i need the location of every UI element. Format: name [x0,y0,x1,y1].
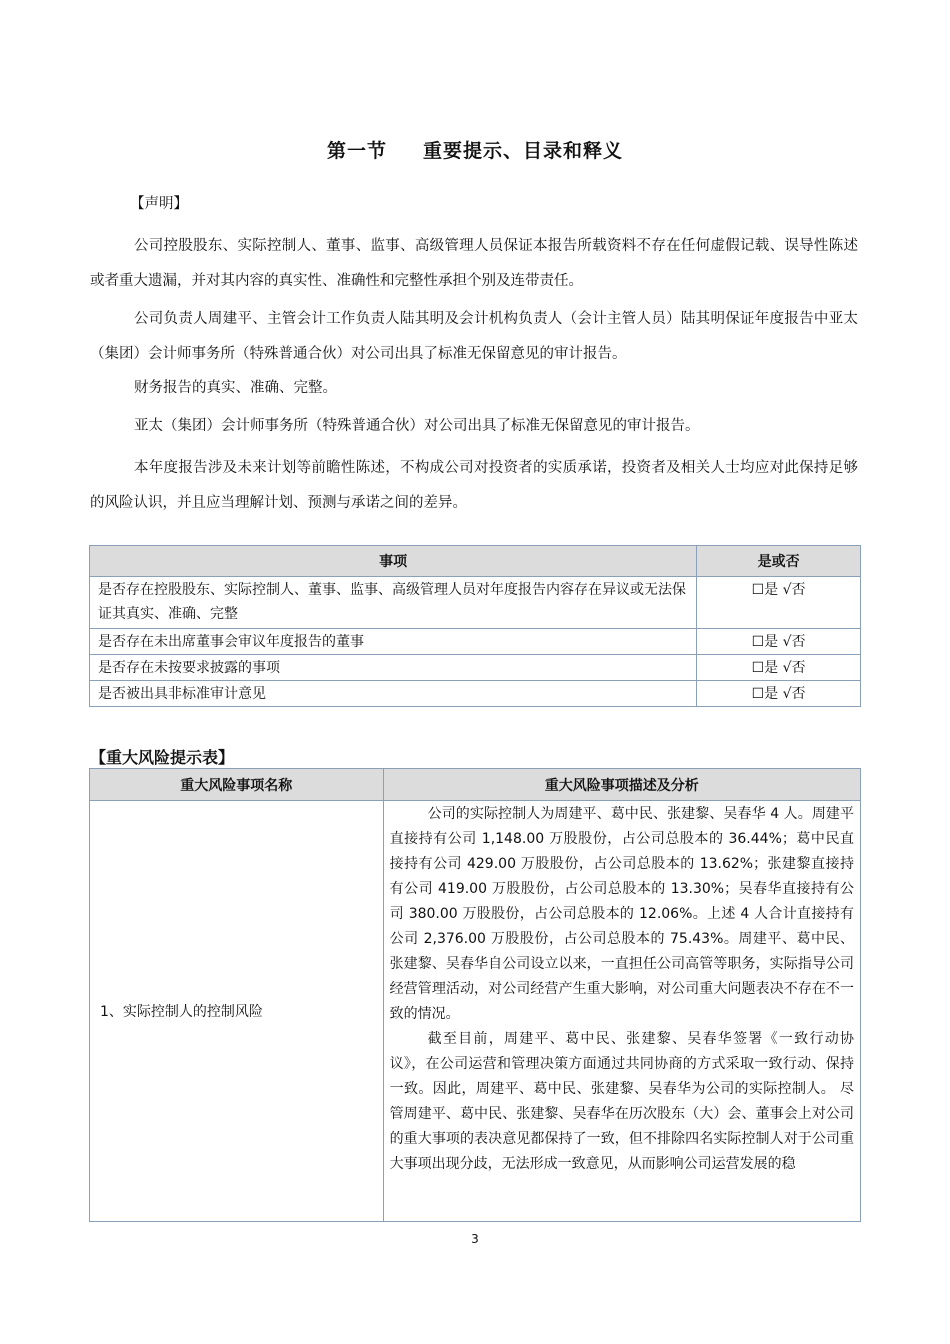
row-item: 是否存在控股股东、实际控制人、董事、监事、高级管理人员对年度报告内容存在异议或无法保证其真实、准确、完整 [90,577,697,629]
statement-paragraph [90,302,858,372]
page-number: 3 [471,1232,479,1246]
section-heading: 重要提示、目录和释义 [423,140,624,162]
row-answer: ☐是 √否 [697,629,861,655]
risk-desc-paragraph-2: 截至目前，周建平、葛中民、张建黎、吴春华签署《一致行动协议》，在公司运营和管理决策方面通过共同协商的方式采取一致行动、保持一致。因此，周建平、葛中民、张建黎、吴春华为公司的实际控制人。 尽管周建平、葛中民、张建黎、吴春华在历次股东（大）会、董事会上对公司的重大事项的表决意见都保持了一致，但不排除四名实际控制人对于公司重大事项出现分歧，无法形成一致意见，从而影响公司运营发展的稳 [389,1031,854,1172]
statement-paragraph [90,229,858,299]
statement-label: 【声明】 [130,196,188,212]
table-row [90,655,861,681]
statement-paragraph [90,413,858,439]
risk-table [89,768,861,1222]
paragraph-1: 公司控股股东、实际控制人、董事、监事、高级管理人员保证本报告所载资料不存在任何虚假记载、误导性陈述或者重大遗漏，并对其内容的真实性、准确性和完整性承担个别及连带责任。 [90,238,858,289]
table-row [90,801,861,1222]
risk-table-title: 【重大风险提示表】 [90,748,235,767]
table-row [90,629,861,655]
header-answer: 是或否 [697,546,861,577]
row-answer: ☐是 √否 [697,577,861,629]
table-row [90,681,861,707]
statement-paragraph [90,375,858,401]
paragraph-2: 公司负责人周建平、主管会计工作负责人陆其明及会计机构负责人（会计主管人员）陆其明保证年度报告中亚太（集团）会计师事务所（特殊普通合伙）对公司出具了标准无保留意见的审计报告。 [90,311,858,362]
section-number: 第一节 [326,140,387,162]
paragraph-3: 财务报告的真实、准确、完整。 [134,380,337,396]
paragraph-5: 本年度报告涉及未来计划等前瞻性陈述，不构成公司对投资者的实质承诺，投资者及相关人士均应对此保持足够的风险认识，并且应当理解计划、预测与承诺之间的差异。 [90,460,858,511]
row-answer: ☐是 √否 [697,655,861,681]
row-item: 是否被出具非标准审计意见 [90,681,697,707]
table-header-row [90,546,861,577]
header-risk-name: 重大风险事项名称 [90,769,384,801]
confirmation-table [89,545,861,707]
risk-description [383,801,860,1222]
section-title [0,136,950,163]
risk-name: 1、实际控制人的控制风险 [90,801,384,1222]
header-risk-desc: 重大风险事项描述及分析 [383,769,860,801]
table-header-row [90,769,861,801]
table-row [90,577,861,629]
row-answer: ☐是 √否 [697,681,861,707]
risk-desc-paragraph-1: 公司的实际控制人为周建平、葛中民、张建黎、吴春华 4 人。周建平直接持有公司 1,148.00 万股股份，占公司总股本的 36.44%；葛中民直接持有公司 429.00 万股股份，占公司总股本的 13.62%；张建黎直接持有公司 419.00 万股股份，占公司总股本的 13.30%；吴春华直接持有公司 380.00 万股股份，占公司总股本的 12.06%。上述 4 人合计直接持有公司 2,376.00 万股股份，占公司总股本的 75.43%。周建平、葛中民、张建黎、吴春华自公司设立以来，一直担任公司高管等职务，实际指导公司经营管理活动，对公司经营产生重大影响，对公司重大问题表决不存在不一致的情况。 [389,806,854,1022]
paragraph-4: 亚太（集团）会计师事务所（特殊普通合伙）对公司出具了标准无保留意见的审计报告。 [134,418,700,434]
row-item: 是否存在未出席董事会审议年度报告的董事 [90,629,697,655]
row-item: 是否存在未按要求披露的事项 [90,655,697,681]
header-item: 事项 [90,546,697,577]
statement-paragraph [90,451,858,521]
